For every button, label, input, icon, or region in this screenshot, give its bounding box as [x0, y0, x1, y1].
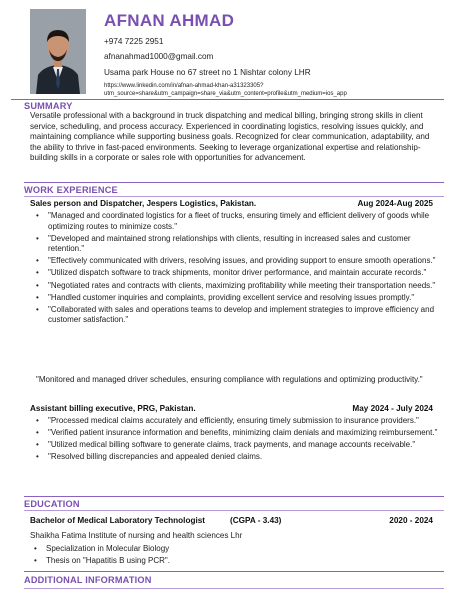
experience-divider	[24, 496, 444, 497]
job-1-bullet: • "Utilized dispatch software to track shipments, monitor driver performance, and maintain accurate records."	[48, 268, 440, 279]
education-bullets	[28, 544, 438, 568]
summary-heading: SUMMARY	[24, 101, 73, 111]
job-1-trailing-note: "Monitored and managed driver schedules, ensuring compliance with regulations and optimizing productivity."	[36, 375, 423, 384]
email-address: afnanahmad1000@gmail.com	[104, 52, 214, 61]
degree-cgpa: (CGPA - 3.43)	[230, 516, 282, 525]
job-1-bullet: • "Negotiated rates and contracts with clients, maximizing profitability while meeting their transportation needs."	[48, 281, 440, 292]
job-2-bullet: • "Verified patient insurance information and benefits, minimizing claim denials and maximizing reimbursement."	[48, 428, 440, 439]
header-divider	[11, 99, 444, 100]
education-end-divider	[24, 571, 444, 572]
summary-text: Versatile professional with a background in truck dispatching and medical billing, bringing strong skills in client service, scheduling, and process accuracy. Experienced in coordinating logistics, resolving issues quickly, and maintaining compliance while supporting business goals. Recognized for clear communication, adaptability, and the ability to thrive in fast-paced environments. Seeking to leverage organizational expertise and relationship-building skills in a corporate or sales role with opportunities for advancement.	[30, 111, 430, 163]
degree-title: Bachelor of Medical Laboratory Technologist	[30, 516, 205, 525]
education-bullet: • Specialization in Molecular Biology	[46, 544, 438, 555]
job-1-dates: Aug 2024-Aug 2025	[357, 199, 433, 208]
job-1-bullet: • "Developed and maintained strong relationships with clients, resulting in increased sales and customer retention."	[48, 234, 440, 255]
job-2-dates: May 2024 - July 2024	[352, 404, 433, 413]
linkedin-url-line-2[interactable]: utm_source=share&utm_campaign=share_via&utm_content=profile&utm_medium=ios_app	[104, 91, 347, 97]
job-1-bullet: • "Collaborated with sales and operations teams to develop and implement strategies to improve efficiency and customer satisfaction."	[48, 305, 440, 326]
job-2-bullet: • "Utilized medical billing software to generate claims, track payments, and manage accounts receivable."	[48, 440, 440, 451]
job-1-bullets	[30, 211, 440, 327]
job-1-title: Sales person and Dispatcher, Jespers Logistics, Pakistan.	[30, 199, 257, 208]
institute-name: Shaikha Fatima Institute of nursing and health sciences Lhr	[30, 531, 243, 540]
education-bullet: • Thesis on "Hapatitis B using PCR".	[46, 556, 438, 567]
degree-dates: 2020 - 2024	[389, 516, 433, 525]
additional-info-heading: ADDITIONAL INFORMATION	[24, 575, 152, 585]
applicant-name: AFNAN AHMAD	[104, 11, 235, 30]
profile-photo	[30, 9, 86, 94]
job-2-bullet: • "Resolved billing discrepancies and appealed denied claims.	[48, 452, 440, 463]
education-divider	[24, 510, 444, 511]
job-1-bullet: • "Handled customer inquiries and complaints, providing excellent service and resolving issues promptly."	[48, 293, 440, 304]
home-address: Usama park House no 67 street no 1 Nishtar colony LHR	[104, 68, 311, 77]
work-experience-heading: WORK EXPERIENCE	[24, 185, 118, 195]
work-experience-divider	[24, 196, 444, 197]
profile-photo-figure	[30, 9, 86, 94]
job-2-bullets	[30, 416, 440, 464]
job-2-bullet: • "Processed medical claims accurately and efficiently, ensuring timely submission to insurance providers."	[48, 416, 440, 427]
summary-divider	[24, 182, 444, 183]
job-1-bullet: • "Effectively communicated with drivers, resolving issues, and providing support to ensure smooth operations."	[48, 256, 440, 267]
additional-info-divider	[24, 588, 444, 589]
job-1-bullet: • "Managed and coordinated logistics for a fleet of trucks, ensuring timely and efficient delivery of goods while optimizing routes to minimize costs."	[48, 211, 440, 232]
education-heading: EDUCATION	[24, 499, 80, 509]
job-2-title: Assistant billing executive, PRG, Pakistan.	[30, 404, 196, 413]
phone-number: +974 7225 2951	[104, 37, 164, 46]
linkedin-url-line-1[interactable]: https://www.linkedin.com/in/afnan-ahmad-khan-a31323305?	[104, 83, 264, 89]
